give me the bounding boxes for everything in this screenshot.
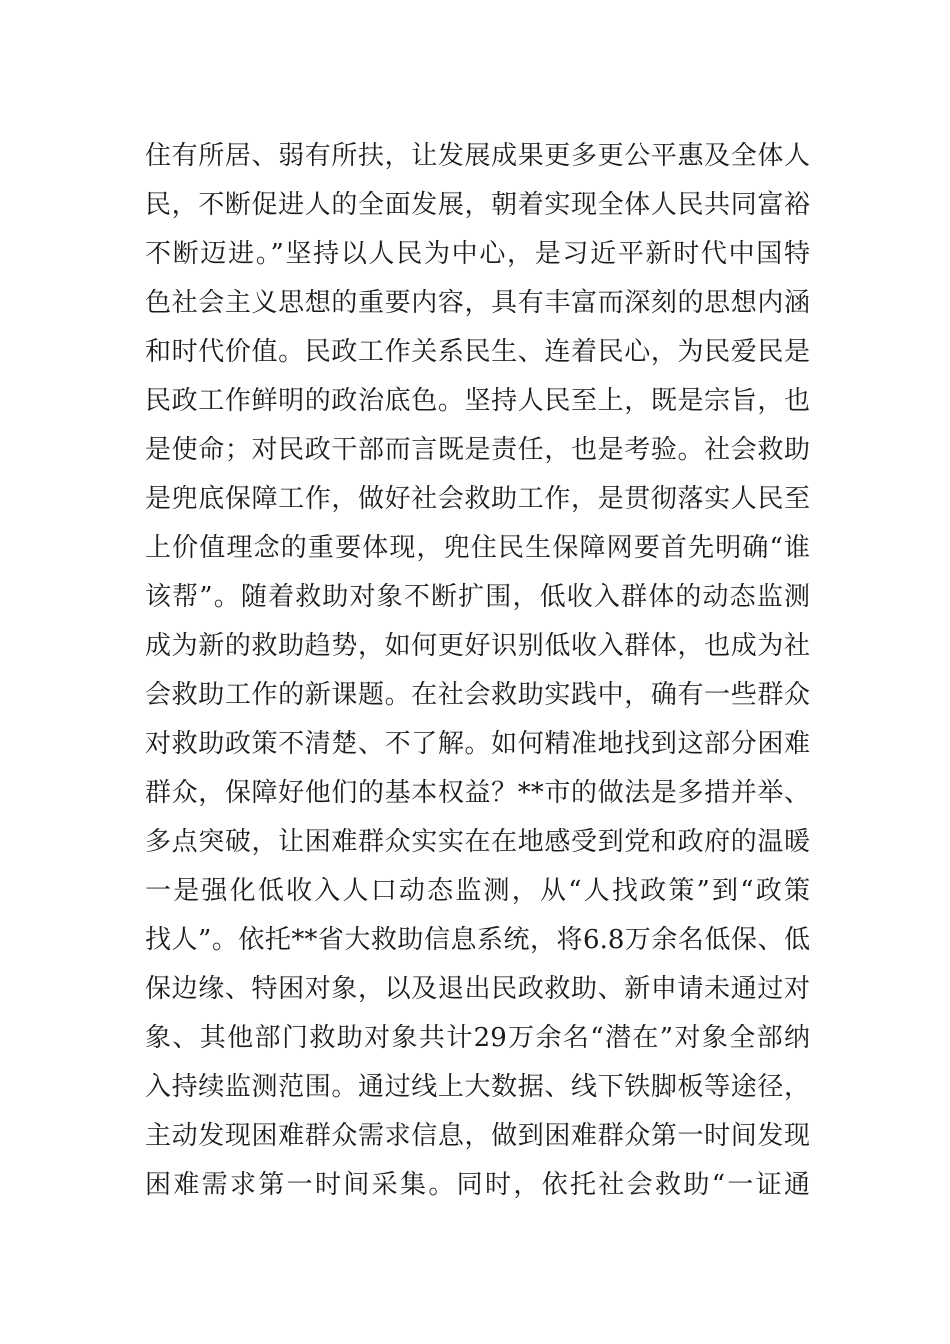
text-line: 一是强化低收入人口动态监测，从“人找政策”到“政策 (145, 876, 810, 906)
text-line: 不断迈进。”坚持以人民为中心，是习近平新时代中国特 (145, 239, 810, 269)
text-line: 成为新的救助趋势，如何更好识别低收入群体，也成为社 (145, 631, 810, 661)
text-line: 和时代价值。民政工作关系民生、连着民心，为民爱民是 (145, 337, 810, 367)
text-line: 该帮”。随着救助对象不断扩围，低收入群体的动态监测 (145, 582, 810, 612)
text-line: 群众，保障好他们的基本权益？**市的做法是多措并举、 (145, 778, 810, 808)
text-line: 多点突破，让困难群众实实在在地感受到党和政府的温暖 (145, 827, 810, 857)
text-line: 对救助政策不清楚、不了解。如何精准地找到这部分困难 (145, 729, 810, 759)
text-line: 困难需求第一时间采集。同时，依托社会救助“一证通 (145, 1170, 810, 1200)
text-line: 入持续监测范围。通过线上大数据、线下铁脚板等途径， (145, 1072, 810, 1102)
text-line: 色社会主义思想的重要内容，具有丰富而深刻的思想内涵 (145, 288, 810, 318)
text-line: 保边缘、特困对象，以及退出民政救助、新申请未通过对 (145, 974, 810, 1004)
text-line: 民，不断促进人的全面发展，朝着实现全体人民共同富裕 (145, 190, 810, 220)
text-line: 民政工作鲜明的政治底色。坚持人民至上，既是宗旨，也 (145, 386, 810, 416)
body-text (145, 132, 810, 1210)
text-line: 会救助工作的新课题。在社会救助实践中，确有一些群众 (145, 680, 810, 710)
text-line: 象、其他部门救助对象共计29万余名“潜在”对象全部纳 (145, 1023, 810, 1053)
text-line: 是兜底保障工作，做好社会救助工作，是贯彻落实人民至 (145, 484, 810, 514)
text-line: 上价值理念的重要体现，兜住民生保障网要首先明确“谁 (145, 533, 810, 563)
text-line: 住有所居、弱有所扶，让发展成果更多更公平惠及全体人 (145, 141, 810, 171)
text-line: 主动发现困难群众需求信息，做到困难群众第一时间发现 (145, 1121, 810, 1151)
text-line: 是使命；对民政干部而言既是责任，也是考验。社会救助 (145, 435, 810, 465)
text-line: 找人”。依托**省大救助信息系统，将6.8万余名低保、低 (145, 925, 810, 955)
